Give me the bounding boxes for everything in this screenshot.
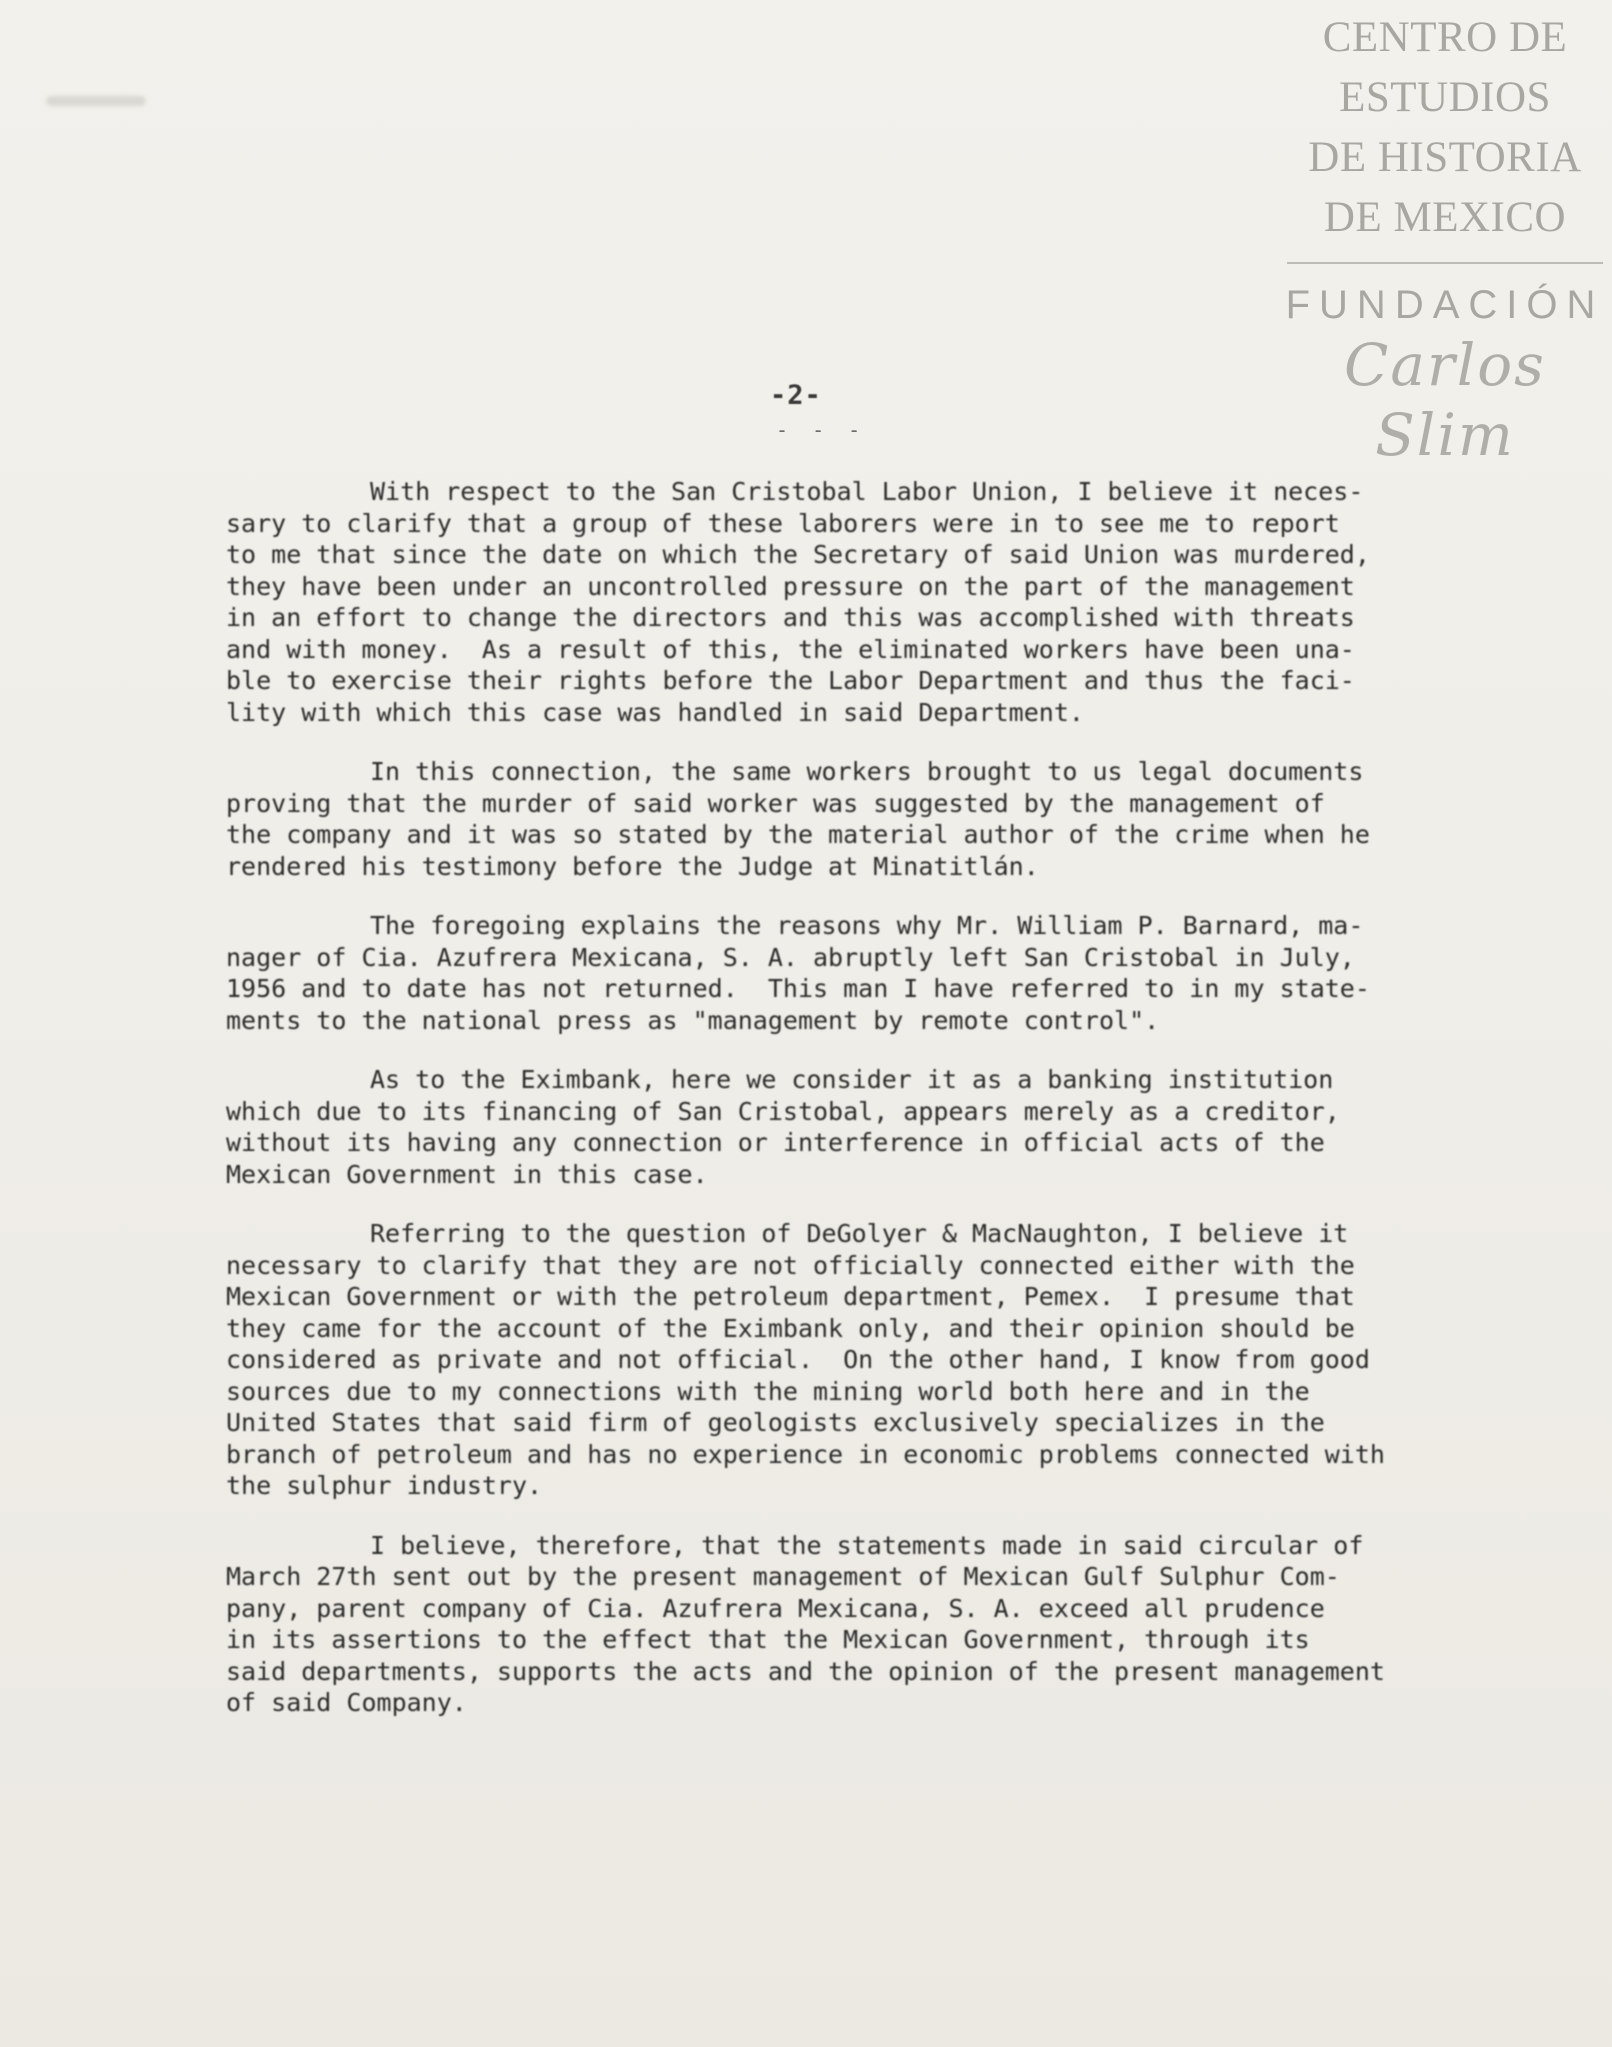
text-line: they have been under an uncontrolled pressure on the part of the management [226, 571, 1355, 601]
text-line: necessary to clarify that they are not officially connected either with the [226, 1250, 1355, 1280]
text-line: nager of Cia. Azufrera Mexicana, S. A. abruptly left San Cristobal in July, [226, 942, 1355, 972]
text-line: rendered his testimony before the Judge at Minatitlán. [226, 851, 1039, 881]
paragraph [226, 756, 1476, 882]
watermark-divider [1287, 262, 1603, 264]
text-line: branch of petroleum and has no experience in economic problems connected with [226, 1439, 1385, 1469]
paper-smudge [46, 96, 146, 106]
text-line: and with money. As a result of this, the eliminated workers have been una- [226, 634, 1355, 664]
watermark-line: ESTUDIOS [1339, 74, 1551, 121]
paragraph [226, 1218, 1476, 1502]
page-number-underline: - - - [776, 418, 867, 442]
archive-watermark [1280, 8, 1610, 470]
text-line: In this connection, the same workers brought to us legal documents [370, 757, 1364, 786]
text-line: ments to the national press as "management by remote control". [226, 1005, 1160, 1035]
text-line: March 27th sent out by the present management of Mexican Gulf Sulphur Com- [226, 1562, 1340, 1591]
paragraph [226, 1064, 1476, 1190]
text-line: As to the Eximbank, here we consider it as a banking institution [370, 1065, 1334, 1094]
text-line: considered as private and not official. On the other hand, I know from good [226, 1345, 1370, 1374]
watermark-signature: Carlos Slim [1344, 331, 1546, 469]
text-line: to me that since the date on which the Secretary of said Union was murdered, [226, 540, 1370, 569]
watermark-line: DE MEXICO [1323, 194, 1567, 241]
text-line: of said Company. [226, 1688, 467, 1717]
text-line: Referring to the question of DeGolyer & MacNaughton, I believe it [370, 1219, 1349, 1248]
text-line: With respect to the San Cristobal Labor Union, I believe it neces- [370, 477, 1364, 506]
text-line: lity with which this case was handled in said Department. [226, 697, 1084, 727]
page-number: -2- [770, 380, 822, 411]
watermark-line: CENTRO DE [1322, 14, 1568, 61]
text-line: pany, parent company of Cia. Azufrera Mexicana, S. A. exceed all prudence [226, 1593, 1325, 1623]
text-line: which due to its financing of San Cristobal, appears merely as a creditor, [226, 1096, 1340, 1126]
paragraph [226, 1530, 1476, 1719]
text-line: Mexican Government or with the petroleum department, Pemex. I presume that [226, 1282, 1355, 1311]
text-line: proving that the murder of said worker was suggested by the management of [226, 788, 1325, 818]
text-line: the sulphur industry. [226, 1471, 543, 1500]
text-line: the company and it was so stated by the material author of the crime when he [226, 820, 1370, 849]
letter-body [226, 476, 1476, 1747]
paragraph [226, 910, 1476, 1036]
text-line: in its assertions to the effect that the Mexican Government, through its [226, 1625, 1310, 1654]
text-line: The foregoing explains the reasons why Mr. William P. Barnard, ma- [370, 911, 1364, 940]
text-line: they came for the account of the Eximbank only, and their opinion should be [226, 1313, 1355, 1343]
text-line: said departments, supports the acts and the opinion of the present management [226, 1656, 1385, 1686]
text-line: Mexican Government in this case. [226, 1159, 708, 1189]
text-line: United States that said firm of geologists exclusively specializes in the [226, 1408, 1325, 1437]
text-line: sources due to my connections with the mining world both here and in the [226, 1376, 1310, 1406]
paragraph [226, 476, 1476, 728]
watermark-foundation: FUNDACIÓN [1285, 283, 1605, 327]
text-line: sary to clarify that a group of these laborers were in to see me to report [226, 508, 1340, 538]
text-line: in an effort to change the directors and this was accomplished with threats [226, 603, 1355, 632]
text-line: without its having any connection or interference in official acts of the [226, 1128, 1325, 1157]
watermark-line: DE HISTORIA [1308, 134, 1582, 181]
text-line: ble to exercise their rights before the Labor Department and thus the faci- [226, 666, 1355, 695]
text-line: 1956 and to date has not returned. This man I have referred to in my state- [226, 974, 1370, 1003]
text-line: I believe, therefore, that the statements made in said circular of [370, 1530, 1364, 1560]
